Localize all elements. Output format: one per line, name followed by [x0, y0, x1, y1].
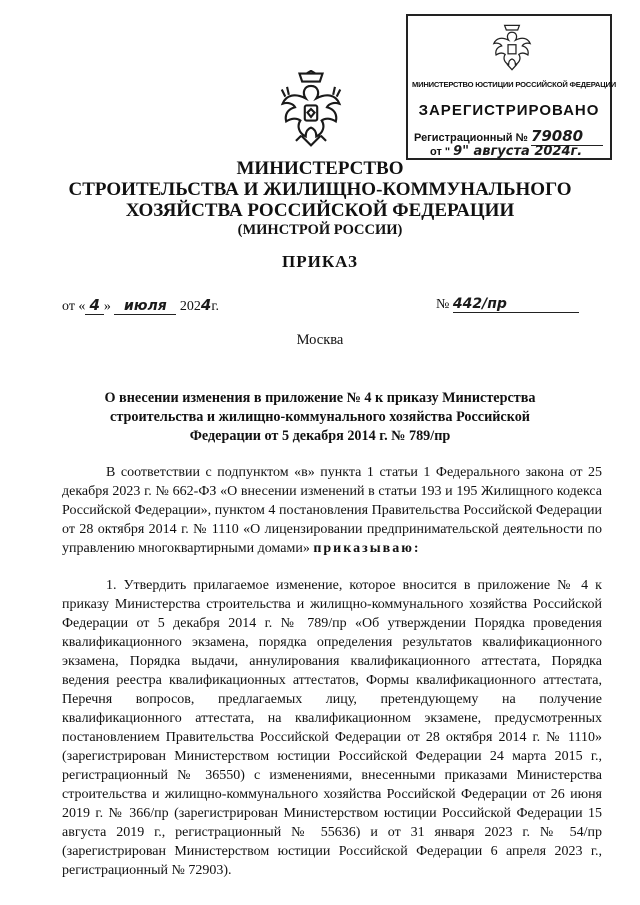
paragraph-item-1	[62, 576, 602, 880]
ministry-line-3: ХОЗЯЙСТВА РОССИЙСКОЙ ФЕДЕРАЦИИ	[125, 200, 515, 221]
number-prefix: №	[436, 297, 450, 312]
stamp-ministry-name: МИНИСТЕРСТВО ЮСТИЦИИ РОССИЙСКОЙ ФЕДЕРАЦИИ	[412, 80, 617, 89]
coat-of-arms-icon	[492, 22, 532, 72]
ministry-name	[0, 158, 640, 221]
date-prefix: от «	[62, 299, 86, 314]
date-year-digit: 4	[200, 296, 212, 314]
stamp-reg-label: Регистрационный №	[414, 132, 528, 144]
city: Москва	[296, 332, 344, 348]
registration-stamp	[406, 14, 617, 160]
ministry-line-1: МИНИСТЕРСТВО	[236, 158, 404, 179]
order-number	[436, 296, 579, 313]
coat-of-arms-icon	[278, 70, 344, 148]
ministry-short-name: (МИНСТРОЙ РОССИИ)	[237, 222, 403, 238]
item-1-text: 1. Утвердить прилагаемое изменение, которое вносится в приложение № 4 к приказу Министерства строительства и жилищно-коммунального хозяйства Российской Федерации от 5 декабря 2014 г. № 789/пр «Об утверждении Порядка проведения квалификационного экзамена, порядка определения результатов квалификационного экзамена, Порядка выдачи, аннулирования квалификационного аттестата, Порядка ведения реестра квалификационных аттестатов, Формы квалификационного аттестата, Перечня вопросов, предлагаемых лицу, претендующему на получение квалификационного аттестата, на квалификационном экзамене, предусмотренных постановлением Правительства Российской Федерации от 28 октября 2014 г. № 1110» (зарегистрирован Министерством юстиции Российской Федерации 24 марта 2015 г., регистрационный № 36550) с изменениями, внесенными приказами Министерства строительства и жилищно-коммунального хозяйства Российской Федерации от 26 июня 2019 г. № 366/пр (зарегистрирован Министерством юстиции Российской Федерации 15 августа 2019 г., регистрационный № 55636) и от 31 января 2023 г. № 54/пр (зарегистрирован Министерством юстиции Российской Федерации 6 апреля 2023 г., регистрационный № 72903).	[62, 578, 602, 878]
stamp-status: ЗАРЕГИСТРИРОВАНО	[418, 102, 600, 119]
date-month: июля	[114, 298, 176, 315]
order-date	[62, 296, 219, 315]
paragraph-preamble	[62, 463, 602, 558]
document-type: ПРИКАЗ	[282, 252, 358, 271]
date-year-suffix: г.	[211, 299, 219, 314]
stamp-reg-number: 79080	[531, 127, 603, 146]
order-verb: приказываю:	[313, 541, 421, 556]
ministry-line-2: СТРОИТЕЛЬСТВА И ЖИЛИЩНО-КОММУНАЛЬНОГО	[68, 179, 572, 200]
order-subject: О внесении изменения в приложение № 4 к приказу Министерства строительства и жилищно-коммунального хозяйства Российской Федерации от 5 декабря 2014 г. № 789/пр	[104, 390, 536, 444]
preamble-text: В соответствии с подпунктом «в» пункта 1 статьи 1 Федерального закона от 25 декабря 2023 г. № 662-ФЗ «О внесении изменений в статьи 193 и 195 Жилищного кодекса Российской Федерации», пунктом 4 постановления Правительства Российской Федерации от 28 октября 2014 г. № 1110 «О лицензировании предпринимательской деятельности по управлению многоквартирными домами»	[62, 465, 602, 556]
date-day: 4	[85, 296, 103, 315]
stamp-date-value: 9" августа 2024г.	[453, 144, 583, 159]
date-year-prefix: 202	[179, 299, 201, 314]
date-mid: »	[103, 299, 111, 314]
number-value: 442/пр	[453, 296, 579, 313]
stamp-date-prefix: от "	[430, 146, 451, 158]
